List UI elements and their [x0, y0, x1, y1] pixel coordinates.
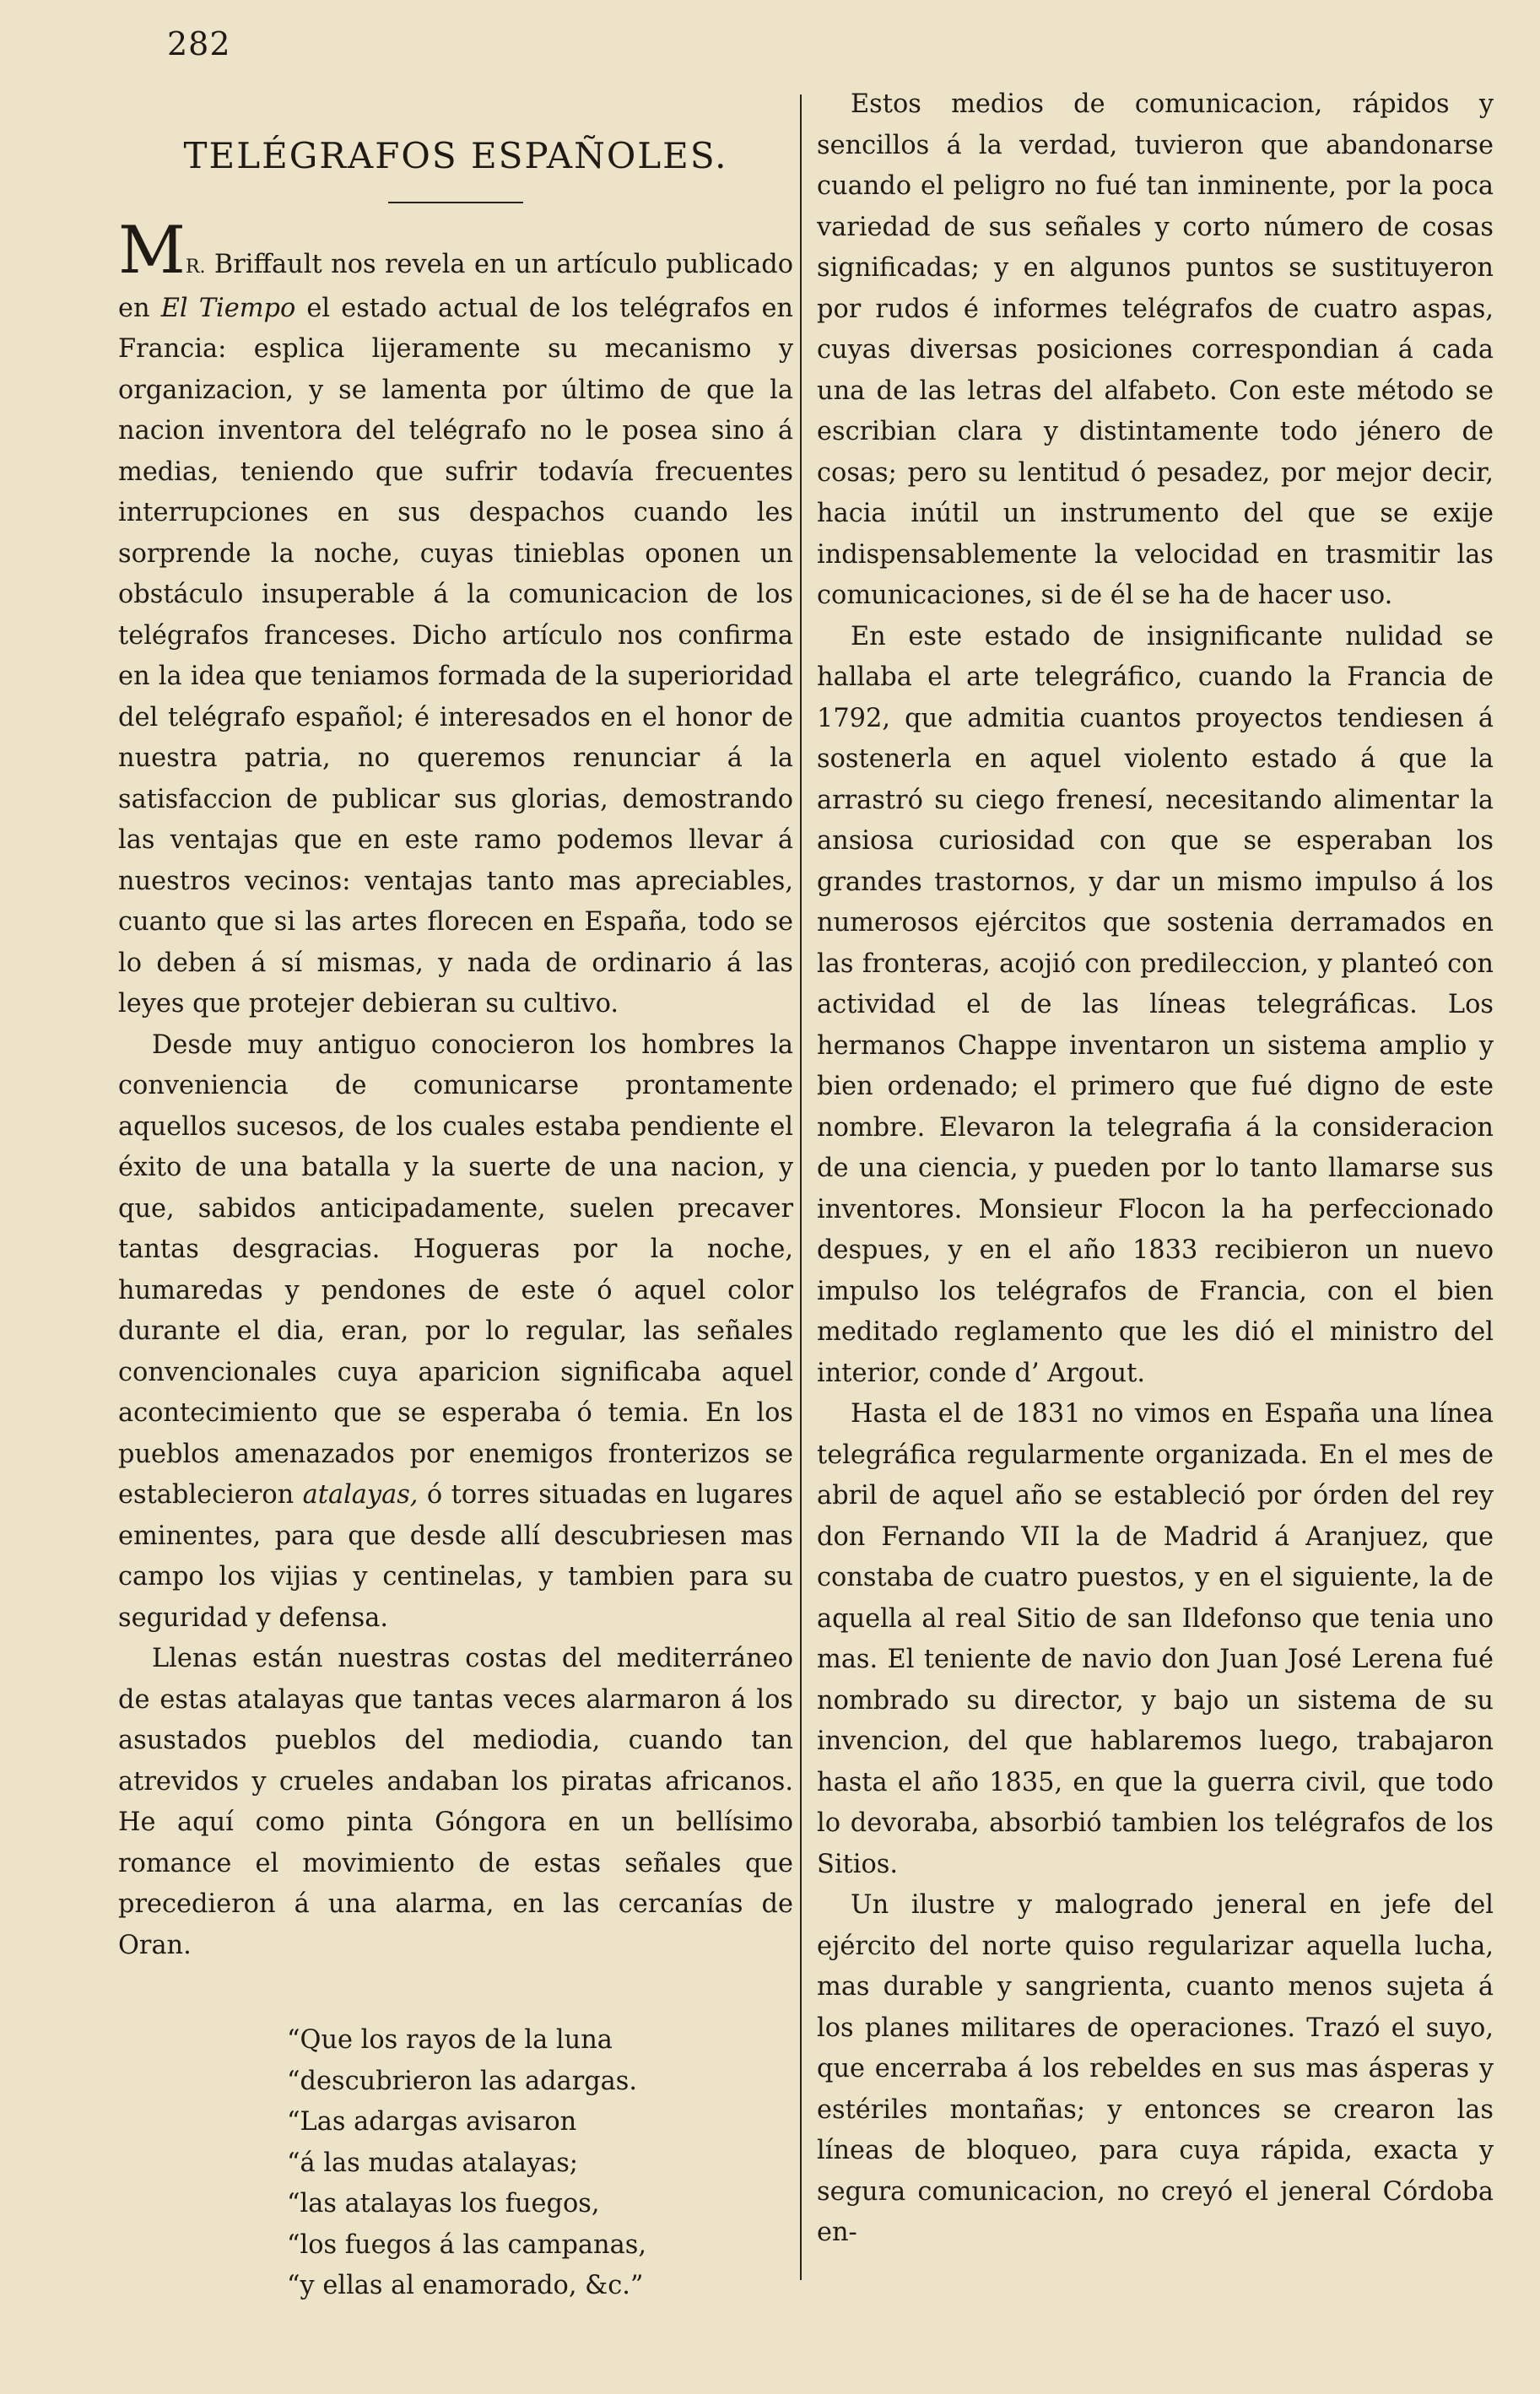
- poem-line: “los fuegos á las campanas,: [287, 2229, 646, 2260]
- atalayas-italic: atalayas,: [302, 1480, 419, 1510]
- paragraph-5: En este estado de insignificante nulidad se hallaba el arte telegráfico, cuando la Francia de 1792, que admitia cuantos proyectos tendiesen á sostenerla en aquel violento estado á que la arrastró su ciego frenesí, necesitando alimentar la ansiosa curiosidad con que se esperaban los grandes trastornos, y dar un mismo impulso á los numerosos ejércitos que sostenia derramados en las fronteras, acojió con predileccion, y planteó con actividad el de las líneas telegráficas. Los hermanos Chappe inventaron un sistema amplio y bien ordenado; el primero que fué digno de este nombre. Elevaron la telegrafia á la consideracion de una ciencia, y pueden por lo tanto llamarse sus inventores. Monsieur Flocon la ha perfeccionado despues, y en el año 1833 recibieron un nuevo impulso los telégrafos de Francia, con el bien meditado reglamento que les dió el ministro del interior, conde d’ Argout.: [817, 621, 1494, 1388]
- paragraph-1: [118, 213, 794, 1025]
- poem-line: “descubrieron las adargas.: [287, 2066, 638, 2096]
- page-number: 282: [167, 25, 231, 62]
- article-title: TELÉGRAFOS ESPAÑOLES.: [183, 135, 728, 176]
- paragraph-2-text-a: Desde muy antiguo conocieron los hombres la conveniencia de comunicarse prontamente aquellos sucesos, de los cuales estaba pendiente el éxito de una batalla y la suerte de una nacion, y que, sabidos anticipadamente, suelen precaver tantas desgracias. Hogueras por la noche, humaredas y pendones de este ó aquel color durante el dia, eran, por lo regular, las señales convencionales cuya aparicion significaba aquel acontecimiento que se esperaba ó temia. En los pueblos amenazados por enemigos fronterizos se establecieron: [118, 1029, 793, 1510]
- poem-line: “á las mudas atalayas;: [287, 2148, 579, 2178]
- poem-line: “las atalayas los fuegos,: [287, 2189, 600, 2218]
- column-divider: [800, 95, 802, 2280]
- poem-line: “Que los rayos de la luna: [287, 2025, 613, 2055]
- paragraph-6: Hasta el de 1831 no vimos en España una línea telegráfica regularmente organizada. En el mes de abril de aquel año se estableció por órden del rey don Fernando VII la de Madrid á Aranjuez, que constaba de cuatro puestos, y en el siguiente, la de aquella al real Sitio de san Ildefonso que tenia uno mas. El teniente de navio don Juan José Lerena fué nombrado su director, y bajo un sistema de su invencion, del que hablaremos luego, trabajaron hasta el año 1835, en que la guerra civil, que todo lo devoraba, absorbió tambien los telégrafos de los Sitios.: [817, 1399, 1494, 1879]
- paragraph-2: [118, 1025, 793, 1640]
- paragraph-1-text-a: Briffault nos revela en un artículo publicado en: [118, 250, 793, 323]
- drop-cap: M: [118, 213, 186, 289]
- title-rule: [388, 202, 523, 203]
- poem-line: “y ellas al enamorado, &c.”: [287, 2271, 644, 2300]
- drop-cap-continuation: R.: [185, 257, 206, 278]
- paragraph-1-text-b: el estado actual de los telégrafos en Francia: esplica lijeramente su mecanismo y organizacion, y se lamenta por último de que la nacion inventora del telégrafo no le posea sino á medias, teniendo que sufrir todavía frecuentes interrupciones en sus despachos cuando les sorprende la noche, cuyas tinieblas oponen un obstáculo insuperable á la comunicacion de los telégrafos franceses. Dicho artículo nos confirma en la idea que teniamos formada de la superioridad del telégrafo español; é interesados en el honor de nuestra patria, no queremos renunciar á la satisfaccion de publicar sus glorias, demostrando las ventajas que en este ramo podemos llevar á nuestros vecinos: ventajas tanto mas apreciables, cuanto que si las artes florecen en España, todo se lo deben á sí mismas, y nada de ordinario á las leyes que protejer debieran su cultivo.: [118, 293, 794, 1019]
- paragraph-2-text-b: ó torres situadas en lugares eminentes, para que desde allí descubriesen mas campo los vijias y centinelas, y tambien para su seguridad y defensa.: [118, 1480, 793, 1633]
- poem-quote: [287, 2020, 793, 2307]
- newspaper-title: El Tiempo: [160, 293, 296, 323]
- right-column: [817, 84, 1494, 2254]
- poem-line: “Las adargas avisaron: [287, 2107, 577, 2137]
- paragraph-7: Un ilustre y malogrado jeneral en jefe del ejército del norte quiso regularizar aquella lucha, mas durable y sangrienta, cuanto menos sujeta á los planes militares de operaciones. Trazó el suyo, que encerraba á los rebeldes en sus mas ásperas y estériles montañas; y entonces se crearon las líneas de bloqueo, para cuya rápida, exacta y segura comunicacion, no creyó el jeneral Córdoba en-: [817, 1890, 1494, 2247]
- paragraph-4: Estos medios de comunicacion, rápidos y sencillos á la verdad, tuvieron que abandonarse cuando el peligro no fué tan inminente, por la poca variedad de sus señales y corto número de cosas significadas; y en algunos puntos se sustituyeron por rudos é informes telégrafos de cuatro aspas, cuyas diversas posiciones correspondian á cada una de las letras del alfabeto. Con este método se escribian clara y distintamente todo jénero de cosas; pero su lentitud ó pesadez, por mejor decir, hacia inútil un instrumento del que se exije indispensablemente la velocidad en trasmitir las comunicaciones, si de él se ha de hacer uso.: [817, 89, 1494, 610]
- left-column: [118, 135, 793, 2307]
- paragraph-3: Llenas están nuestras costas del mediterráneo de estas atalayas que tantas veces alarmaron á los asustados pueblos del mediodia, cuando tan atrevidos y crueles andaban los piratas africanos. He aquí como pinta Góngora en un bellísimo romance el movimiento de estas señales que precedieron á una alarma, en las cercanías de Oran.: [118, 1644, 793, 1960]
